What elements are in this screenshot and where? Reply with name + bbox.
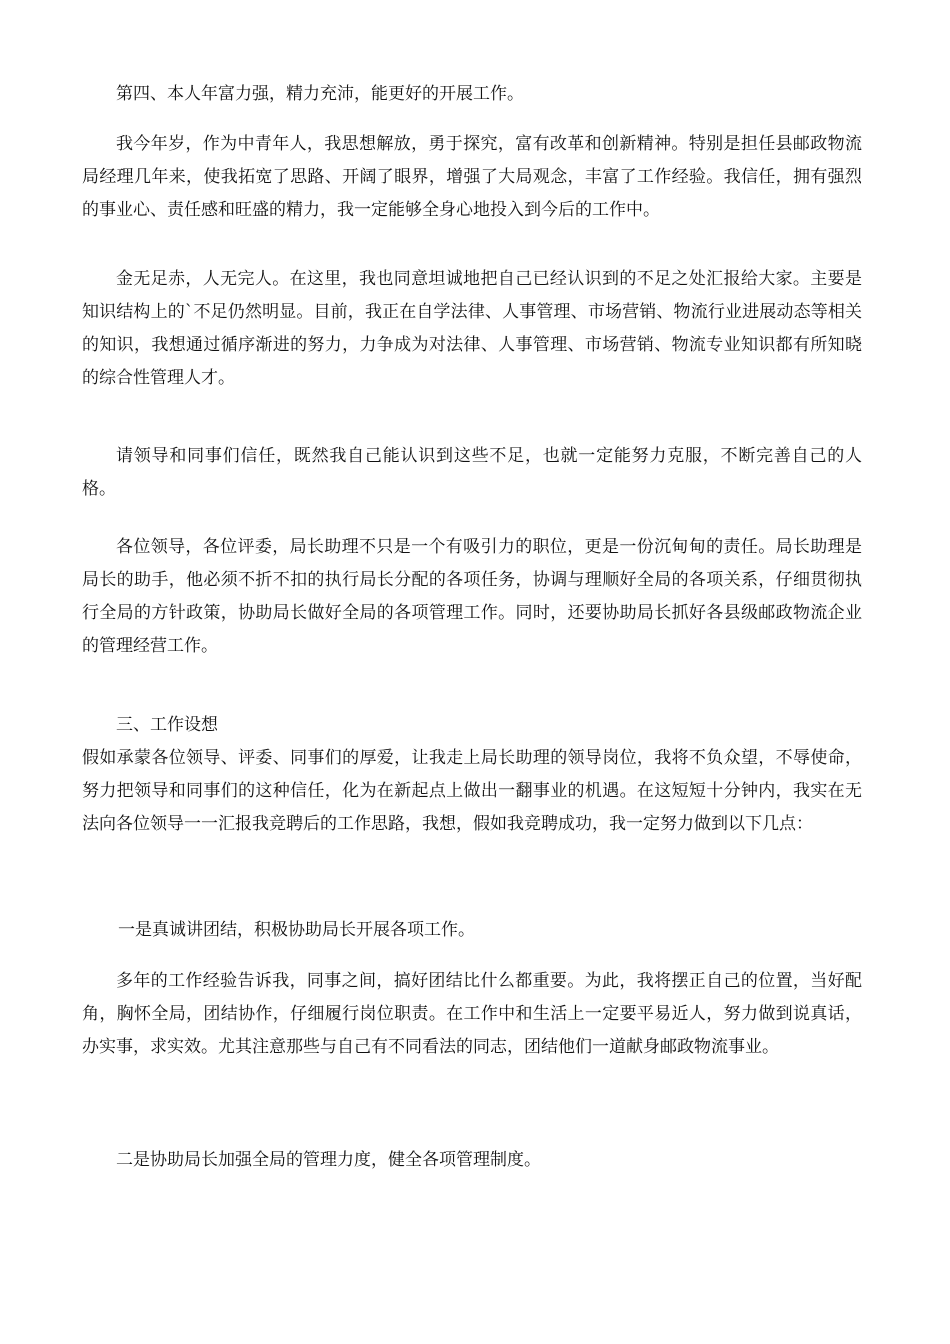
paragraph-point-two: 二是协助局长加强全局的管理力度，健全各项管理制度。 <box>116 1150 541 1170</box>
paragraph-work-plan-intro: 假如承蒙各位领导、评委、同事们的厚爱，让我走上局长助理的领导岗位，我将不负众望，不辱使命，努力把领导和同事们的这种信任，化为在新起点上做出一翻事业的机遇。在这短短十分钟内，我实在无法向各位领导一一汇报我竞聘后的工作思路，我想，假如我竞聘成功，我一定努力做到以下几点： <box>82 748 862 834</box>
section-heading-work-plan: 三、工作设想 <box>116 715 218 735</box>
paragraph-role-responsibility: 各位领导，各位评委，局长助理不只是一个有吸引力的职位，更是一份沉甸甸的责任。局长助理是局长的助手，他必须不折不扣的执行局长分配的各项任务，协调与理顺好全局的各项关系，仔细贯彻执行全局的方针政策，协助局长做好全局的各项管理工作。同时，还要协助局长抓好各县级邮政物流企业的管理经营工作。 <box>82 537 862 656</box>
paragraph-request-trust: 请领导和同事们信任，既然我自己能认识到这些不足，也就一定能努力克服，不断完善自己的人格。 <box>82 446 862 499</box>
paragraph-point-one: 一是真诚讲团结，积极协助局长开展各项工作。 <box>118 920 475 940</box>
paragraph-point-four: 第四、本人年富力强，精力充沛，能更好的开展工作。 <box>116 84 524 104</box>
paragraph-unity: 多年的工作经验告诉我，同事之间，搞好团结比什么都重要。为此，我将摆正自己的位置，当好配角，胸怀全局，团结协作，仔细履行岗位职责。在工作中和生活上一定要平易近人，努力做到说真话，办实事，求实效。尤其注意那些与自己有不同看法的同志，团结他们一道献身邮政物流事业。 <box>82 971 862 1057</box>
paragraph-shortcomings: 金无足赤，人无完人。在这里，我也同意坦诚地把自己已经认识到的不足之处汇报给大家。主要是知识结构上的`不足仍然明显。目前，我正在自学法律、人事管理、市场营销、物流行业进展动态等相关的知识，我想通过循序渐进的努力，力争成为对法律、人事管理、市场营销、物流专业知识都有所知晓的综合性管理人才。 <box>82 269 862 388</box>
paragraph-self-introduction: 我今年岁，作为中青年人，我思想解放，勇于探究，富有改革和创新精神。特别是担任县邮政物流局经理几年来，使我拓宽了思路、开阔了眼界，增强了大局观念，丰富了工作经验。我信任，拥有强烈的事业心、责任感和旺盛的精力，我一定能够全身心地投入到今后的工作中。 <box>82 134 862 220</box>
